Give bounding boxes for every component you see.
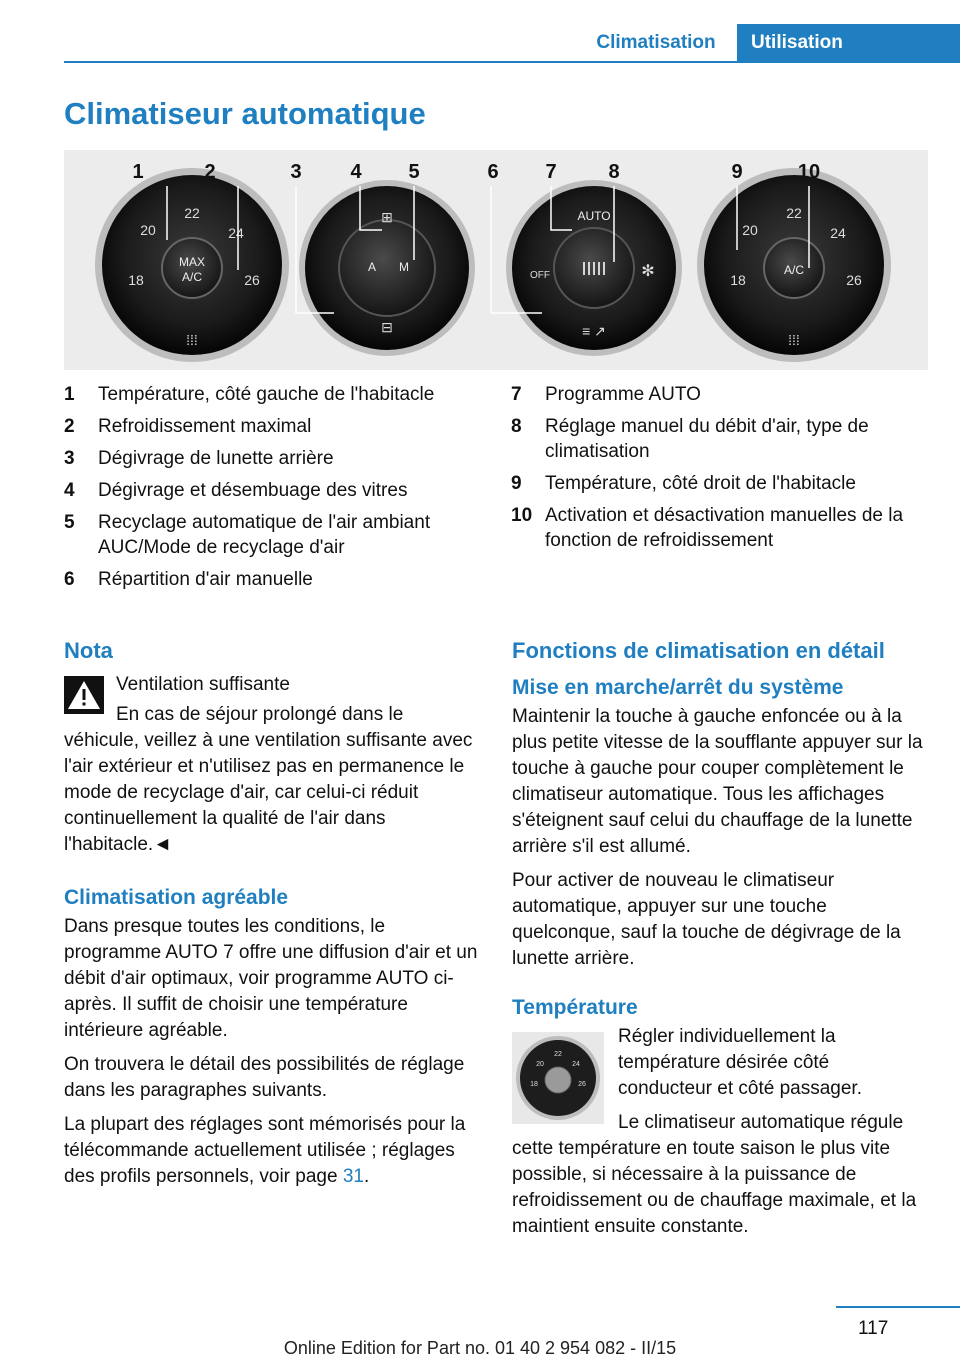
svg-text:26: 26 bbox=[578, 1081, 586, 1088]
right-column bbox=[512, 636, 927, 1248]
left-temp-26: 26 bbox=[244, 272, 260, 288]
svg-text:A: A bbox=[367, 260, 377, 274]
legend-number: 4 bbox=[64, 480, 75, 501]
callout-9: 9 bbox=[731, 161, 743, 183]
legend-item bbox=[64, 567, 484, 592]
nota-heading: Nota bbox=[64, 638, 113, 663]
page-title: Climatiseur automatique bbox=[64, 96, 426, 131]
fan-off-label: OFF bbox=[530, 270, 550, 281]
agreable-p3: La plupart des réglages sont mémorisés pour la télécommande actuellement utilisée ; réglages des profils personnels, voir page 31. bbox=[64, 1114, 466, 1187]
svg-text:26: 26 bbox=[846, 272, 862, 288]
svg-text:24: 24 bbox=[572, 1061, 580, 1068]
legend-item bbox=[511, 382, 931, 407]
max-ac-line2: A/C bbox=[181, 270, 203, 284]
callout-5: 5 bbox=[408, 161, 420, 183]
auto-fan-knob[interactable] bbox=[506, 180, 682, 356]
marche-p2: Pour activer de nouveau le climatiseur automatique, appuyer sur une touche quelconque, sauf la touche de dégivrage de la lunette arrière. bbox=[512, 870, 901, 969]
svg-text:20: 20 bbox=[536, 1061, 544, 1068]
air-distribution-icon: ≡ ↗ bbox=[582, 323, 606, 339]
right-ac-label: A/C bbox=[783, 263, 805, 277]
legend-text: Dégivrage de lunette arrière bbox=[98, 448, 334, 469]
nota-title: Ventilation suffisante bbox=[116, 674, 290, 695]
legend-number: 1 bbox=[64, 384, 75, 405]
legend-item bbox=[511, 503, 931, 553]
right-temperature-knob[interactable] bbox=[697, 168, 891, 362]
callout-1: 1 bbox=[132, 161, 144, 183]
svg-text:⁞⁞⁞: ⁞⁞⁞ bbox=[788, 332, 800, 348]
detail-heading: Fonctions de climatisation en détail bbox=[512, 638, 885, 663]
header-active-tab[interactable]: Utilisation bbox=[737, 24, 960, 61]
marche-p1: Maintenir la touche à gauche enfoncée ou à la plus petite vitesse de la soufflante appuyer sur la touche à gauche pour couper complètement le climatiseur automatique. Tous les affichages s'éteignent sauf celui du chauffage de la lunette arrière s'il est allumé. bbox=[512, 706, 923, 857]
svg-text:IIIII: IIIII bbox=[581, 259, 607, 279]
left-temp-18: 18 bbox=[128, 272, 144, 288]
legend-item bbox=[64, 478, 484, 503]
agreable-p1: Dans presque toutes les conditions, le programme AUTO 7 offre une diffusion d'air et un débit d'air optimaux, voir programme AUTO ci-après. Il suffit de choisir une température intérieure agréable. bbox=[64, 916, 478, 1041]
svg-text:20: 20 bbox=[742, 222, 758, 238]
agreable-p2: On trouvera le détail des possibilités de réglage dans les paragraphes suivants. bbox=[64, 1054, 465, 1101]
legend-number: 7 bbox=[511, 384, 522, 405]
temperature-p2: Le climatiseur automatique régule cette température en toute saison le plus vite possible, si nécessaire à la puissance de refroidissement ou de chauffage maximale, et la maintient ensuite constante. bbox=[512, 1112, 917, 1237]
header-rule bbox=[64, 61, 960, 63]
svg-text:24: 24 bbox=[830, 225, 846, 241]
legend-text: Refroidissement maximal bbox=[98, 416, 312, 437]
svg-text:22: 22 bbox=[554, 1051, 562, 1058]
legend-right bbox=[511, 382, 931, 560]
legend-item bbox=[511, 471, 931, 496]
temperature-heading: Température bbox=[512, 996, 638, 1019]
svg-text:22: 22 bbox=[786, 205, 802, 221]
footer-rule bbox=[836, 1306, 960, 1308]
auto-label: AUTO bbox=[577, 209, 611, 223]
left-temp-22: 22 bbox=[184, 205, 200, 221]
legend-text: Dégivrage et désembuage des vitres bbox=[98, 480, 408, 501]
legend-left bbox=[64, 382, 484, 599]
legend-text: Température, côté droit de l'habitacle bbox=[545, 473, 856, 494]
temperature-knob-thumbnail bbox=[512, 1032, 604, 1124]
legend-text: Activation et désactivation manuelles de la fonction de refroidissement bbox=[545, 505, 904, 551]
legend-text: Réglage manuel du débit d'air, type de climatisation bbox=[545, 416, 869, 462]
legend-number: 6 bbox=[64, 569, 75, 590]
front-defrost-icon: ⊞ bbox=[381, 209, 393, 225]
page-number: 117 bbox=[858, 1318, 889, 1339]
svg-text:M: M bbox=[399, 260, 409, 274]
agreable-heading: Climatisation agréable bbox=[64, 886, 289, 909]
warning-icon bbox=[64, 676, 104, 714]
callout-2: 2 bbox=[204, 161, 216, 183]
callout-10: 10 bbox=[797, 161, 821, 183]
marche-heading: Mise en marche/arrêt du système bbox=[512, 676, 844, 699]
left-column bbox=[64, 636, 479, 1198]
callout-3: 3 bbox=[290, 161, 302, 183]
climate-control-figure bbox=[64, 150, 928, 370]
legend-text: Programme AUTO bbox=[545, 384, 701, 405]
temperature-p1: Régler individuellement la température désirée côté conducteur et côté passager. bbox=[618, 1026, 862, 1099]
legend-number: 5 bbox=[64, 512, 75, 533]
max-ac-line1: MAX bbox=[178, 255, 206, 269]
rear-defrost-icon: ⊟ bbox=[381, 319, 393, 335]
legend-text: Répartition d'air manuelle bbox=[98, 569, 313, 590]
svg-text:18: 18 bbox=[530, 1081, 538, 1088]
legend-number: 10 bbox=[511, 505, 533, 526]
legend-text: Température, côté gauche de l'habitacle bbox=[98, 384, 435, 405]
callout-7: 7 bbox=[545, 161, 557, 183]
page-link-31[interactable]: 31 bbox=[342, 1166, 364, 1187]
svg-text:⁞⁞⁞: ⁞⁞⁞ bbox=[186, 332, 198, 348]
svg-text:18: 18 bbox=[730, 272, 746, 288]
legend-text: Recyclage automatique de l'air ambiant AUC/Mode de recyclage d'air bbox=[98, 512, 431, 558]
callout-8: 8 bbox=[608, 161, 620, 183]
fan-icon: ✻ bbox=[641, 263, 655, 280]
defrost-recirculation-knob[interactable] bbox=[299, 180, 475, 356]
legend-number: 9 bbox=[511, 473, 522, 494]
legend-item bbox=[64, 382, 484, 407]
left-temp-20: 20 bbox=[140, 222, 156, 238]
callout-6: 6 bbox=[487, 161, 499, 183]
legend-item bbox=[511, 414, 931, 464]
header-section-tab[interactable]: Climatisation bbox=[596, 32, 716, 53]
left-temp-24: 24 bbox=[228, 225, 244, 241]
legend-number: 8 bbox=[511, 416, 522, 437]
nota-body: En cas de séjour prolongé dans le véhicule, veillez à une ventilation suffisante avec l'air extérieur et n'utilisez pas en permanence le mode de recyclage d'air, car celui-ci réduit continuellement la qualité de l'air dans l'habitacle.◄ bbox=[64, 704, 473, 855]
legend-item bbox=[64, 510, 484, 560]
legend-number: 3 bbox=[64, 448, 75, 469]
left-temperature-knob[interactable] bbox=[95, 168, 289, 362]
footer-edition: Online Edition for Part no. 01 40 2 954 082 - II/15 bbox=[283, 1338, 677, 1358]
legend-item bbox=[64, 414, 484, 439]
legend-item bbox=[64, 446, 484, 471]
legend-number: 2 bbox=[64, 416, 75, 437]
callout-4: 4 bbox=[350, 161, 362, 183]
